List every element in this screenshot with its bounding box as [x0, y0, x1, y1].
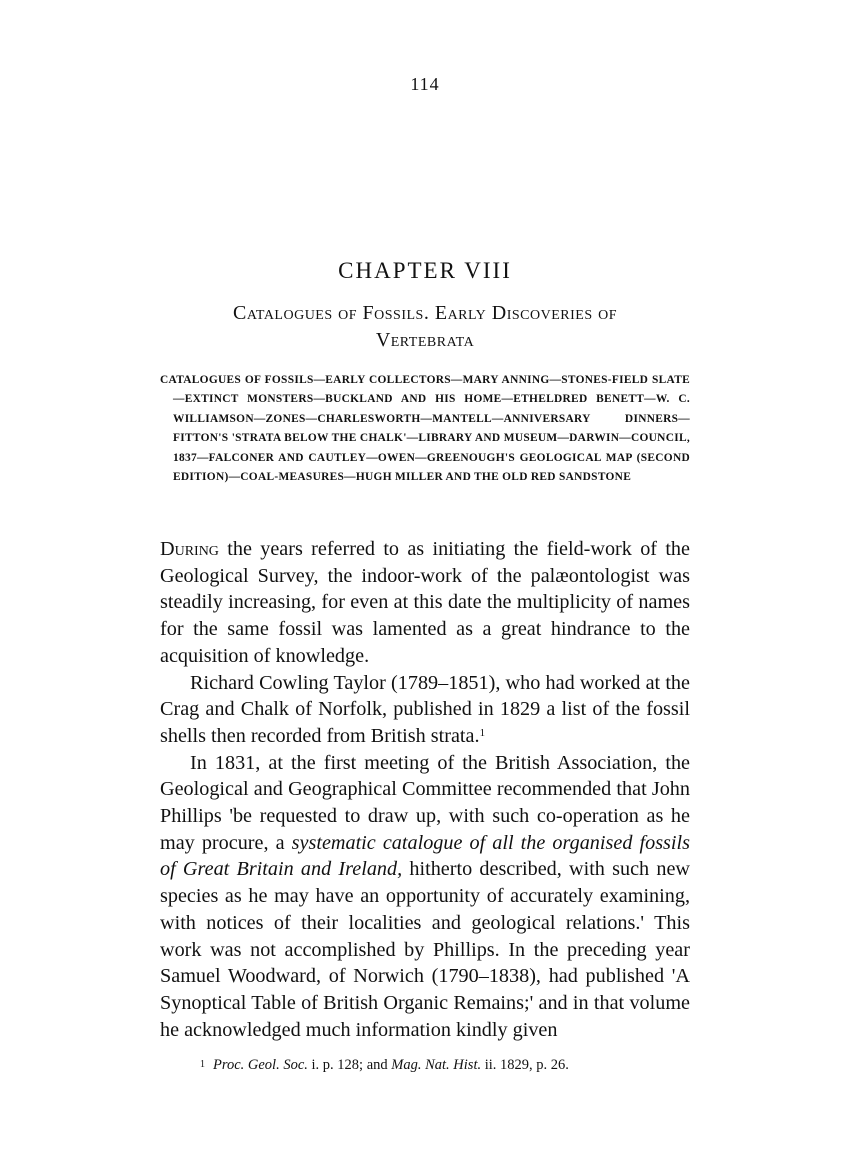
paragraph-2 [160, 670, 690, 750]
chapter-number: CHAPTER VIII [338, 258, 512, 283]
page-number: 114 [410, 74, 440, 94]
footnote-reference: 1 [479, 726, 486, 739]
footnote-text-1: i. p. 128; and [307, 1057, 392, 1073]
footnote-ref-2: Mag. Nat. Hist. [391, 1057, 482, 1073]
paragraph-2-text: Richard Cowling Taylor (1789–1851), who had worked at the Crag and Chalk of Norfolk, published in 1829 a list of the fossil shells then recorded from British strata. [160, 671, 690, 747]
paragraph-3 [160, 750, 690, 1044]
body-text [160, 536, 690, 1043]
footnote-ref-1: Proc. Geol. Soc. [213, 1057, 308, 1073]
lead-word: During [160, 538, 219, 560]
chapter-title-line-1: Catalogues of Fossils. Early Discoveries of [232, 302, 618, 324]
paragraph-3-text-before: In 1831, at the first meeting of the British Association, the Geological and Geographical Committee recommended that John Phillips 'be requested to draw up, with such co-operation as he may procure, a [160, 751, 690, 854]
paragraph-1-text: the years referred to as initiating the field-work of the Geological Survey, the indoor-work of the palæontologist was steadily increasing, for even at this date the multiplicity of names for the same fossil was lamented as a great hindrance to the acquisition of knowledge. [160, 538, 690, 667]
footnote [200, 1056, 700, 1074]
chapter-title-line-2: Vertebrata [375, 329, 475, 351]
chapter-title [150, 300, 700, 354]
paragraph-3-italic: systematic catalogue of all the organised fossils of Great Britain and Ireland, [160, 831, 690, 881]
paragraph-3-text-after: hitherto described, with such new species as he may have an opportunity of accurately examining, with notices of their localities and geological relations.' This work was not accomplished by Phillips. In the preceding year Samuel Woodward, of Norwich (1790–1838), had published 'A Synoptical Table of British Organic Remains;' and in that volume he acknowledged much information kindly given [160, 858, 690, 1041]
chapter-summary: CATALOGUES OF FOSSILS—EARLY COLLECTORS—MARY ANNING—STONES-FIELD SLATE—EXTINCT MONSTERS—BUCKLAND AND HIS HOME—ETHELDRED BENETT—W. C. WILLIAMSON—ZONES—CHARLESWORTH—MANTELL—ANNIVERSARY DINNERS—FITTON'S 'STRATA BELOW THE CHALK'—LIBRARY AND MUSEUM—DARWIN—COUNCIL, 1837—FALCONER AND CAUTLEY—OWEN—GREENOUGH'S GEOLOGICAL MAP (SECOND EDITION)—COAL-MEASURES—HUGH MILLER AND THE OLD RED SANDSTONE [160, 374, 690, 484]
footnote-mark: 1 [200, 1059, 205, 1070]
footnote-text-2: ii. 1829, p. 26. [481, 1057, 569, 1073]
paragraph-1 [160, 536, 690, 670]
